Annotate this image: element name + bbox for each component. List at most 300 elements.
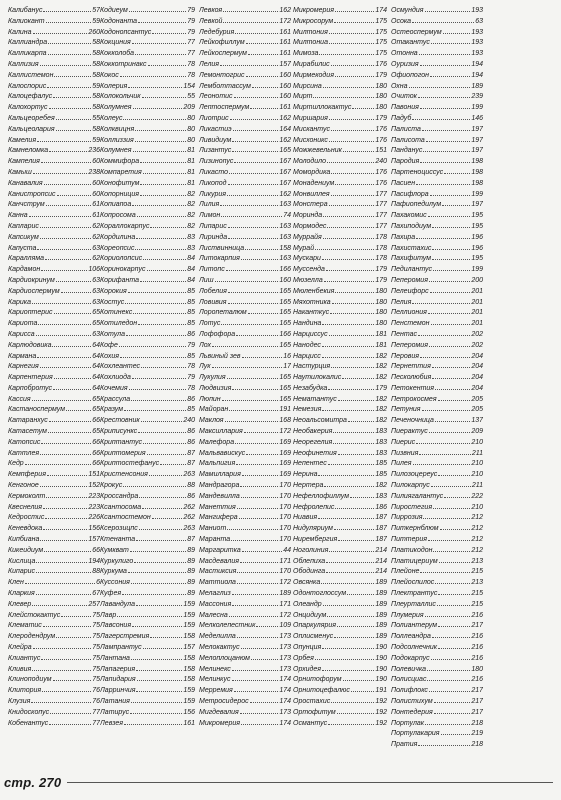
- dot-leader: [152, 518, 183, 519]
- entry-name: Полифлокс: [391, 687, 428, 695]
- entry-page-number: 172: [279, 611, 291, 619]
- dot-leader: [36, 572, 91, 573]
- entry-name: Кардиокринум: [8, 276, 55, 284]
- dot-leader: [443, 33, 471, 34]
- index-entry: [199, 632, 291, 643]
- dot-leader: [125, 303, 186, 304]
- entry-page-number: 191: [375, 687, 387, 695]
- entry-page-number: 81: [187, 179, 195, 187]
- index-entry: [100, 459, 195, 470]
- index-entry: [391, 17, 483, 28]
- dot-leader: [128, 572, 186, 573]
- entry-page-number: 198: [471, 179, 483, 187]
- entry-name: Лемботтассум: [199, 82, 251, 90]
- entry-name: Кариота: [8, 320, 38, 328]
- entry-name: Пилея: [391, 460, 412, 468]
- index-entry: [199, 643, 291, 654]
- entry-name: Мерремия: [199, 687, 233, 695]
- index-entry: [391, 103, 483, 114]
- dot-leader: [324, 486, 374, 487]
- dot-leader: [342, 378, 374, 379]
- dot-leader: [438, 400, 471, 401]
- index-entry: [8, 665, 100, 676]
- entry-name: Копорниция: [100, 190, 140, 198]
- entry-name: Калина: [8, 28, 32, 36]
- entry-page-number: 77: [92, 708, 100, 716]
- index-entry: [199, 578, 291, 589]
- index-entry: [100, 146, 195, 157]
- dot-leader: [425, 11, 471, 12]
- index-entry: [391, 416, 483, 427]
- dot-leader: [123, 119, 186, 120]
- index-entry: [391, 49, 483, 60]
- entry-page-number: 176: [375, 125, 387, 133]
- entry-name: Павония: [391, 104, 419, 112]
- entry-name: Кохия: [100, 352, 119, 360]
- index-entry: [8, 557, 100, 568]
- index-entry: [199, 287, 291, 298]
- entry-page-number: 179: [375, 384, 387, 392]
- index-entry: [8, 222, 100, 233]
- entry-name: Камнеломка: [8, 147, 49, 155]
- entry-name: Лиринда: [199, 233, 228, 241]
- entry-page-number: 83: [187, 233, 195, 241]
- entry-page-number: 194: [471, 71, 483, 79]
- entry-name: Мастиксия: [199, 568, 237, 576]
- entry-name: Массония: [199, 600, 232, 608]
- entry-name: Кокколоба: [100, 50, 135, 58]
- entry-name: Криписункс: [100, 428, 138, 436]
- entry-page-number: 180: [375, 320, 387, 328]
- entry-page-number: 61: [92, 201, 100, 209]
- index-entry: [8, 492, 100, 503]
- entry-page-number: 216: [471, 633, 483, 641]
- entry-name: Монстера: [293, 201, 328, 209]
- entry-name: Ловивия: [199, 298, 227, 306]
- index-entry: [100, 686, 195, 697]
- entry-name: Кардамон: [8, 266, 41, 274]
- entry-name: Неорегелия: [293, 438, 333, 446]
- index-entry: [100, 92, 195, 103]
- entry-page-number: 215: [471, 600, 483, 608]
- index-entry: [199, 524, 291, 535]
- index-entry: [391, 459, 483, 470]
- index-entry: [8, 200, 100, 211]
- dot-leader: [227, 378, 279, 379]
- entry-name: Клевер: [8, 600, 32, 608]
- entry-name: Калохортус: [8, 104, 48, 112]
- entry-page-number: 176: [375, 136, 387, 144]
- dot-leader: [41, 659, 91, 660]
- entry-page-number: 187: [375, 514, 387, 522]
- entry-page-number: 219: [471, 730, 483, 738]
- index-entry: [199, 492, 291, 503]
- entry-name: Капларис: [8, 222, 39, 230]
- index-entry: [293, 621, 387, 632]
- dot-leader: [54, 313, 92, 314]
- dot-leader: [43, 508, 87, 509]
- dot-leader: [135, 141, 186, 142]
- entry-name: Пасиен: [391, 179, 416, 187]
- entry-name: Миршария: [293, 114, 328, 122]
- entry-name: Мангифера: [199, 514, 238, 522]
- index-entry: [391, 675, 483, 686]
- dot-leader: [324, 281, 375, 282]
- entry-page-number: 191: [279, 406, 291, 414]
- dot-leader: [232, 680, 279, 681]
- index-entry: [293, 643, 387, 654]
- index-entry: [199, 557, 291, 568]
- dot-leader: [53, 680, 92, 681]
- index-entry: [8, 157, 100, 168]
- dot-leader: [226, 270, 279, 271]
- index-entry: [293, 578, 387, 589]
- dot-leader: [38, 324, 91, 325]
- entry-name: Мандрагора: [199, 482, 240, 490]
- index-entry: [391, 481, 483, 492]
- index-entry: [199, 535, 291, 546]
- entry-name: Клеродендрум: [8, 633, 56, 641]
- entry-name: Клиноподиум: [8, 676, 52, 684]
- entry-name: Максиллария: [199, 428, 243, 436]
- index-entry: [391, 546, 483, 557]
- dot-leader: [45, 518, 87, 519]
- dot-leader: [40, 65, 92, 66]
- index-entry: [100, 298, 195, 309]
- entry-name: Ликопод: [199, 179, 227, 187]
- index-entry: [8, 49, 100, 60]
- index-entry: [8, 643, 100, 654]
- entry-page-number: 156: [183, 708, 195, 716]
- dot-leader: [40, 540, 87, 541]
- dot-leader: [352, 108, 374, 109]
- index-entry: [391, 146, 483, 157]
- entry-page-number: 161: [279, 39, 291, 47]
- index-entry: [391, 384, 483, 395]
- entry-page-number: 64: [92, 384, 100, 392]
- dot-leader: [419, 454, 470, 455]
- entry-page-number: 65: [92, 395, 100, 403]
- index-entry: [100, 675, 195, 686]
- index-entry: [199, 254, 291, 265]
- index-entry: [8, 567, 100, 578]
- index-entry: [293, 136, 387, 147]
- entry-name: Осмундия: [391, 7, 424, 14]
- dot-leader: [418, 97, 470, 98]
- page-number-label: стр. 270: [4, 775, 62, 790]
- entry-page-number: 189: [279, 590, 291, 598]
- footer-divider: [67, 782, 553, 783]
- entry-page-number: 175: [375, 39, 387, 47]
- dot-leader: [228, 227, 279, 228]
- dot-leader: [56, 281, 91, 282]
- dot-leader: [46, 205, 91, 206]
- dot-leader: [132, 205, 186, 206]
- index-entry: [293, 352, 387, 363]
- dot-leader: [430, 195, 471, 196]
- entry-page-number: 204: [471, 352, 483, 360]
- entry-page-number: 195: [471, 255, 483, 263]
- entry-name: Колквицня: [100, 125, 135, 133]
- index-entry: [391, 557, 483, 568]
- index-entry: [8, 697, 100, 708]
- entry-page-number: 263: [183, 471, 195, 479]
- entry-name: Пародия: [391, 158, 420, 166]
- dot-leader: [142, 508, 182, 509]
- index-entry: [293, 686, 387, 697]
- dot-leader: [237, 508, 279, 509]
- dot-leader: [143, 173, 186, 174]
- dot-leader: [322, 410, 374, 411]
- index-entry: [391, 697, 483, 708]
- index-entry: [391, 395, 483, 406]
- entry-page-number: 75: [92, 611, 100, 619]
- index-entry: [8, 719, 100, 730]
- index-entry: [293, 168, 387, 179]
- index-entry: [391, 438, 483, 449]
- dot-leader: [240, 713, 279, 714]
- index-entry: [199, 416, 291, 427]
- dot-leader: [329, 335, 375, 336]
- dot-leader: [148, 65, 187, 66]
- dot-leader: [416, 443, 470, 444]
- index-entry: [100, 6, 195, 17]
- index-entry: [199, 233, 291, 244]
- entry-page-number: 222: [471, 492, 483, 500]
- index-entry: [391, 686, 483, 697]
- entry-page-number: 181: [375, 341, 387, 349]
- entry-name: Пилиягалантус: [391, 492, 444, 500]
- entry-name: Лавандула: [100, 600, 135, 608]
- dot-leader: [142, 97, 187, 98]
- entry-name: Полиантерум: [391, 622, 438, 630]
- index-entry: [391, 729, 483, 740]
- dot-leader: [212, 346, 278, 347]
- entry-name: Падуб: [391, 114, 412, 122]
- dot-leader: [212, 367, 283, 368]
- entry-page-number: 67: [92, 590, 100, 598]
- index-entry: [100, 708, 195, 719]
- index-column-4: [293, 6, 387, 774]
- entry-name: Кохлеантес: [100, 363, 141, 371]
- entry-name: Каллизия: [8, 60, 39, 68]
- index-entry: [100, 665, 195, 676]
- entry-name: Ледебурия: [199, 28, 235, 36]
- entry-page-number: 86: [187, 492, 195, 500]
- entry-name: Мелокактус: [199, 644, 240, 652]
- dot-leader: [40, 486, 88, 487]
- entry-page-number: 177: [375, 190, 387, 198]
- entry-name: Пратия: [391, 741, 418, 749]
- dot-leader: [326, 562, 374, 563]
- dot-leader: [41, 443, 91, 444]
- index-entry: [391, 6, 483, 17]
- entry-page-number: 169: [279, 449, 291, 457]
- entry-name: Карпобротус: [8, 384, 53, 392]
- entry-name: Карика: [8, 298, 32, 306]
- dot-leader: [315, 249, 374, 250]
- entry-page-number: 174: [375, 7, 387, 14]
- entry-name: Плектрантус: [391, 590, 438, 598]
- dot-leader: [335, 508, 374, 509]
- entry-page-number: 66: [92, 546, 100, 554]
- index-entry: [293, 244, 387, 255]
- dot-leader: [234, 162, 278, 163]
- entry-name: Канна: [8, 212, 28, 220]
- entry-page-number: 154: [183, 82, 195, 90]
- entry-page-number: 84: [187, 276, 195, 284]
- dot-leader: [47, 87, 91, 88]
- entry-page-number: 174: [279, 698, 291, 705]
- dot-leader: [25, 464, 92, 465]
- entry-page-number: 177: [375, 212, 387, 220]
- index-entry: [199, 71, 291, 82]
- entry-page-number: 106: [88, 266, 100, 274]
- entry-page-number: 210: [471, 438, 483, 446]
- entry-name: Канистропсис: [8, 190, 56, 198]
- entry-name: Кливия: [8, 665, 32, 673]
- dot-leader: [322, 346, 374, 347]
- dot-leader: [43, 11, 91, 12]
- entry-page-number: 189: [375, 579, 387, 587]
- dot-leader: [124, 724, 182, 725]
- entry-page-number: 197: [471, 201, 483, 209]
- entry-page-number: 86: [187, 428, 195, 436]
- index-entry: [391, 114, 483, 125]
- dot-leader: [237, 572, 278, 573]
- entry-name: Микромерия: [199, 719, 241, 727]
- entry-name: Литопс: [199, 266, 225, 274]
- index-entry: [199, 654, 291, 665]
- entry-name: Клейра: [8, 644, 32, 652]
- index-entry: [100, 632, 195, 643]
- entry-page-number: 201: [471, 309, 483, 317]
- entry-page-number: 58: [92, 50, 100, 58]
- entry-name: Кампелия: [8, 158, 40, 166]
- index-column-5: [391, 6, 483, 774]
- entry-name: Кипарис: [8, 568, 36, 576]
- entry-page-number: 89: [187, 546, 195, 554]
- entry-name: Квеснелия: [8, 503, 43, 511]
- index-entry: [391, 254, 483, 265]
- entry-name: Нематантус: [293, 395, 337, 403]
- index-entry: [100, 352, 195, 363]
- entry-page-number: 75: [92, 654, 100, 662]
- entry-page-number: 82: [187, 201, 195, 209]
- entry-page-number: 182: [375, 374, 387, 382]
- index-entry: [100, 416, 195, 427]
- entry-name: Криптантус: [100, 438, 142, 446]
- index-entry: [100, 492, 195, 503]
- index-entry: [293, 697, 387, 708]
- dot-leader: [49, 108, 92, 109]
- entry-page-number: 186: [375, 503, 387, 511]
- entry-name: Каттлея: [8, 449, 40, 457]
- entry-name: Палисота: [391, 136, 425, 144]
- index-entry: [199, 82, 291, 93]
- entry-name: Кассия: [8, 395, 31, 403]
- dot-leader: [429, 281, 470, 282]
- dot-leader: [337, 713, 375, 714]
- entry-page-number: 158: [183, 665, 195, 673]
- entry-page-number: 137: [471, 417, 483, 425]
- entry-page-number: 87: [187, 536, 195, 544]
- entry-page-number: 44: [283, 546, 291, 554]
- entry-page-number: 82: [187, 190, 195, 198]
- entry-name: Лемонтогрис: [199, 71, 245, 79]
- dot-leader: [140, 184, 186, 185]
- entry-name: Кардиоспермум: [8, 287, 60, 295]
- entry-page-number: 172: [279, 579, 291, 587]
- index-entry: [100, 449, 195, 460]
- index-entry: [293, 49, 387, 60]
- dot-leader: [328, 724, 374, 725]
- entry-page-number: 84: [187, 255, 195, 263]
- index-entry: [293, 330, 387, 341]
- dot-leader: [33, 33, 88, 34]
- dot-leader: [322, 670, 374, 671]
- entry-page-number: 160: [279, 71, 291, 79]
- index-entry: [391, 503, 483, 514]
- entry-page-number: 193: [471, 28, 483, 36]
- entry-page-number: 65: [92, 320, 100, 328]
- entry-page-number: 190: [375, 676, 387, 684]
- entry-page-number: 263: [183, 525, 195, 533]
- index-entry: [199, 17, 291, 28]
- entry-page-number: 78: [187, 363, 195, 371]
- dot-leader: [413, 464, 471, 465]
- dot-leader: [248, 54, 278, 55]
- entry-name: Катасетум: [8, 428, 47, 436]
- entry-page-number: 78: [187, 384, 195, 392]
- index-entry: [199, 168, 291, 179]
- entry-name: Мелколепестник: [199, 622, 256, 630]
- entry-name: Молодило: [293, 158, 327, 166]
- index-entry: [8, 632, 100, 643]
- entry-name: Левкой: [199, 17, 223, 25]
- entry-page-number: 172: [279, 17, 291, 25]
- index-entry: [100, 103, 195, 114]
- entry-name: Лелия: [199, 60, 220, 68]
- entry-page-number: 238: [88, 168, 100, 176]
- index-entry: [293, 373, 387, 384]
- entry-name: Клен: [8, 579, 24, 587]
- entry-name: Ликастиэ: [199, 125, 232, 133]
- index-entry: [100, 719, 195, 730]
- entry-page-number: 61: [92, 212, 100, 220]
- entry-name: Мюзелла: [293, 276, 323, 284]
- dot-leader: [61, 292, 92, 293]
- dot-leader: [42, 691, 91, 692]
- entry-page-number: 239: [471, 93, 483, 101]
- dot-leader: [433, 508, 470, 509]
- entry-page-number: 76: [92, 698, 100, 705]
- index-entry: [391, 665, 483, 676]
- entry-page-number: 209: [471, 428, 483, 436]
- entry-page-number: 210: [471, 471, 483, 479]
- index-entry: [8, 459, 100, 470]
- index-entry: [391, 470, 483, 481]
- dot-leader: [150, 637, 182, 638]
- dot-leader: [333, 432, 374, 433]
- entry-page-number: 151: [375, 147, 387, 155]
- dot-leader: [348, 421, 374, 422]
- entry-name: Нефролепис: [293, 503, 335, 511]
- dot-leader: [418, 745, 470, 746]
- entry-name: Котиледон: [100, 320, 138, 328]
- entry-page-number: 63: [475, 17, 483, 25]
- dot-leader: [32, 303, 91, 304]
